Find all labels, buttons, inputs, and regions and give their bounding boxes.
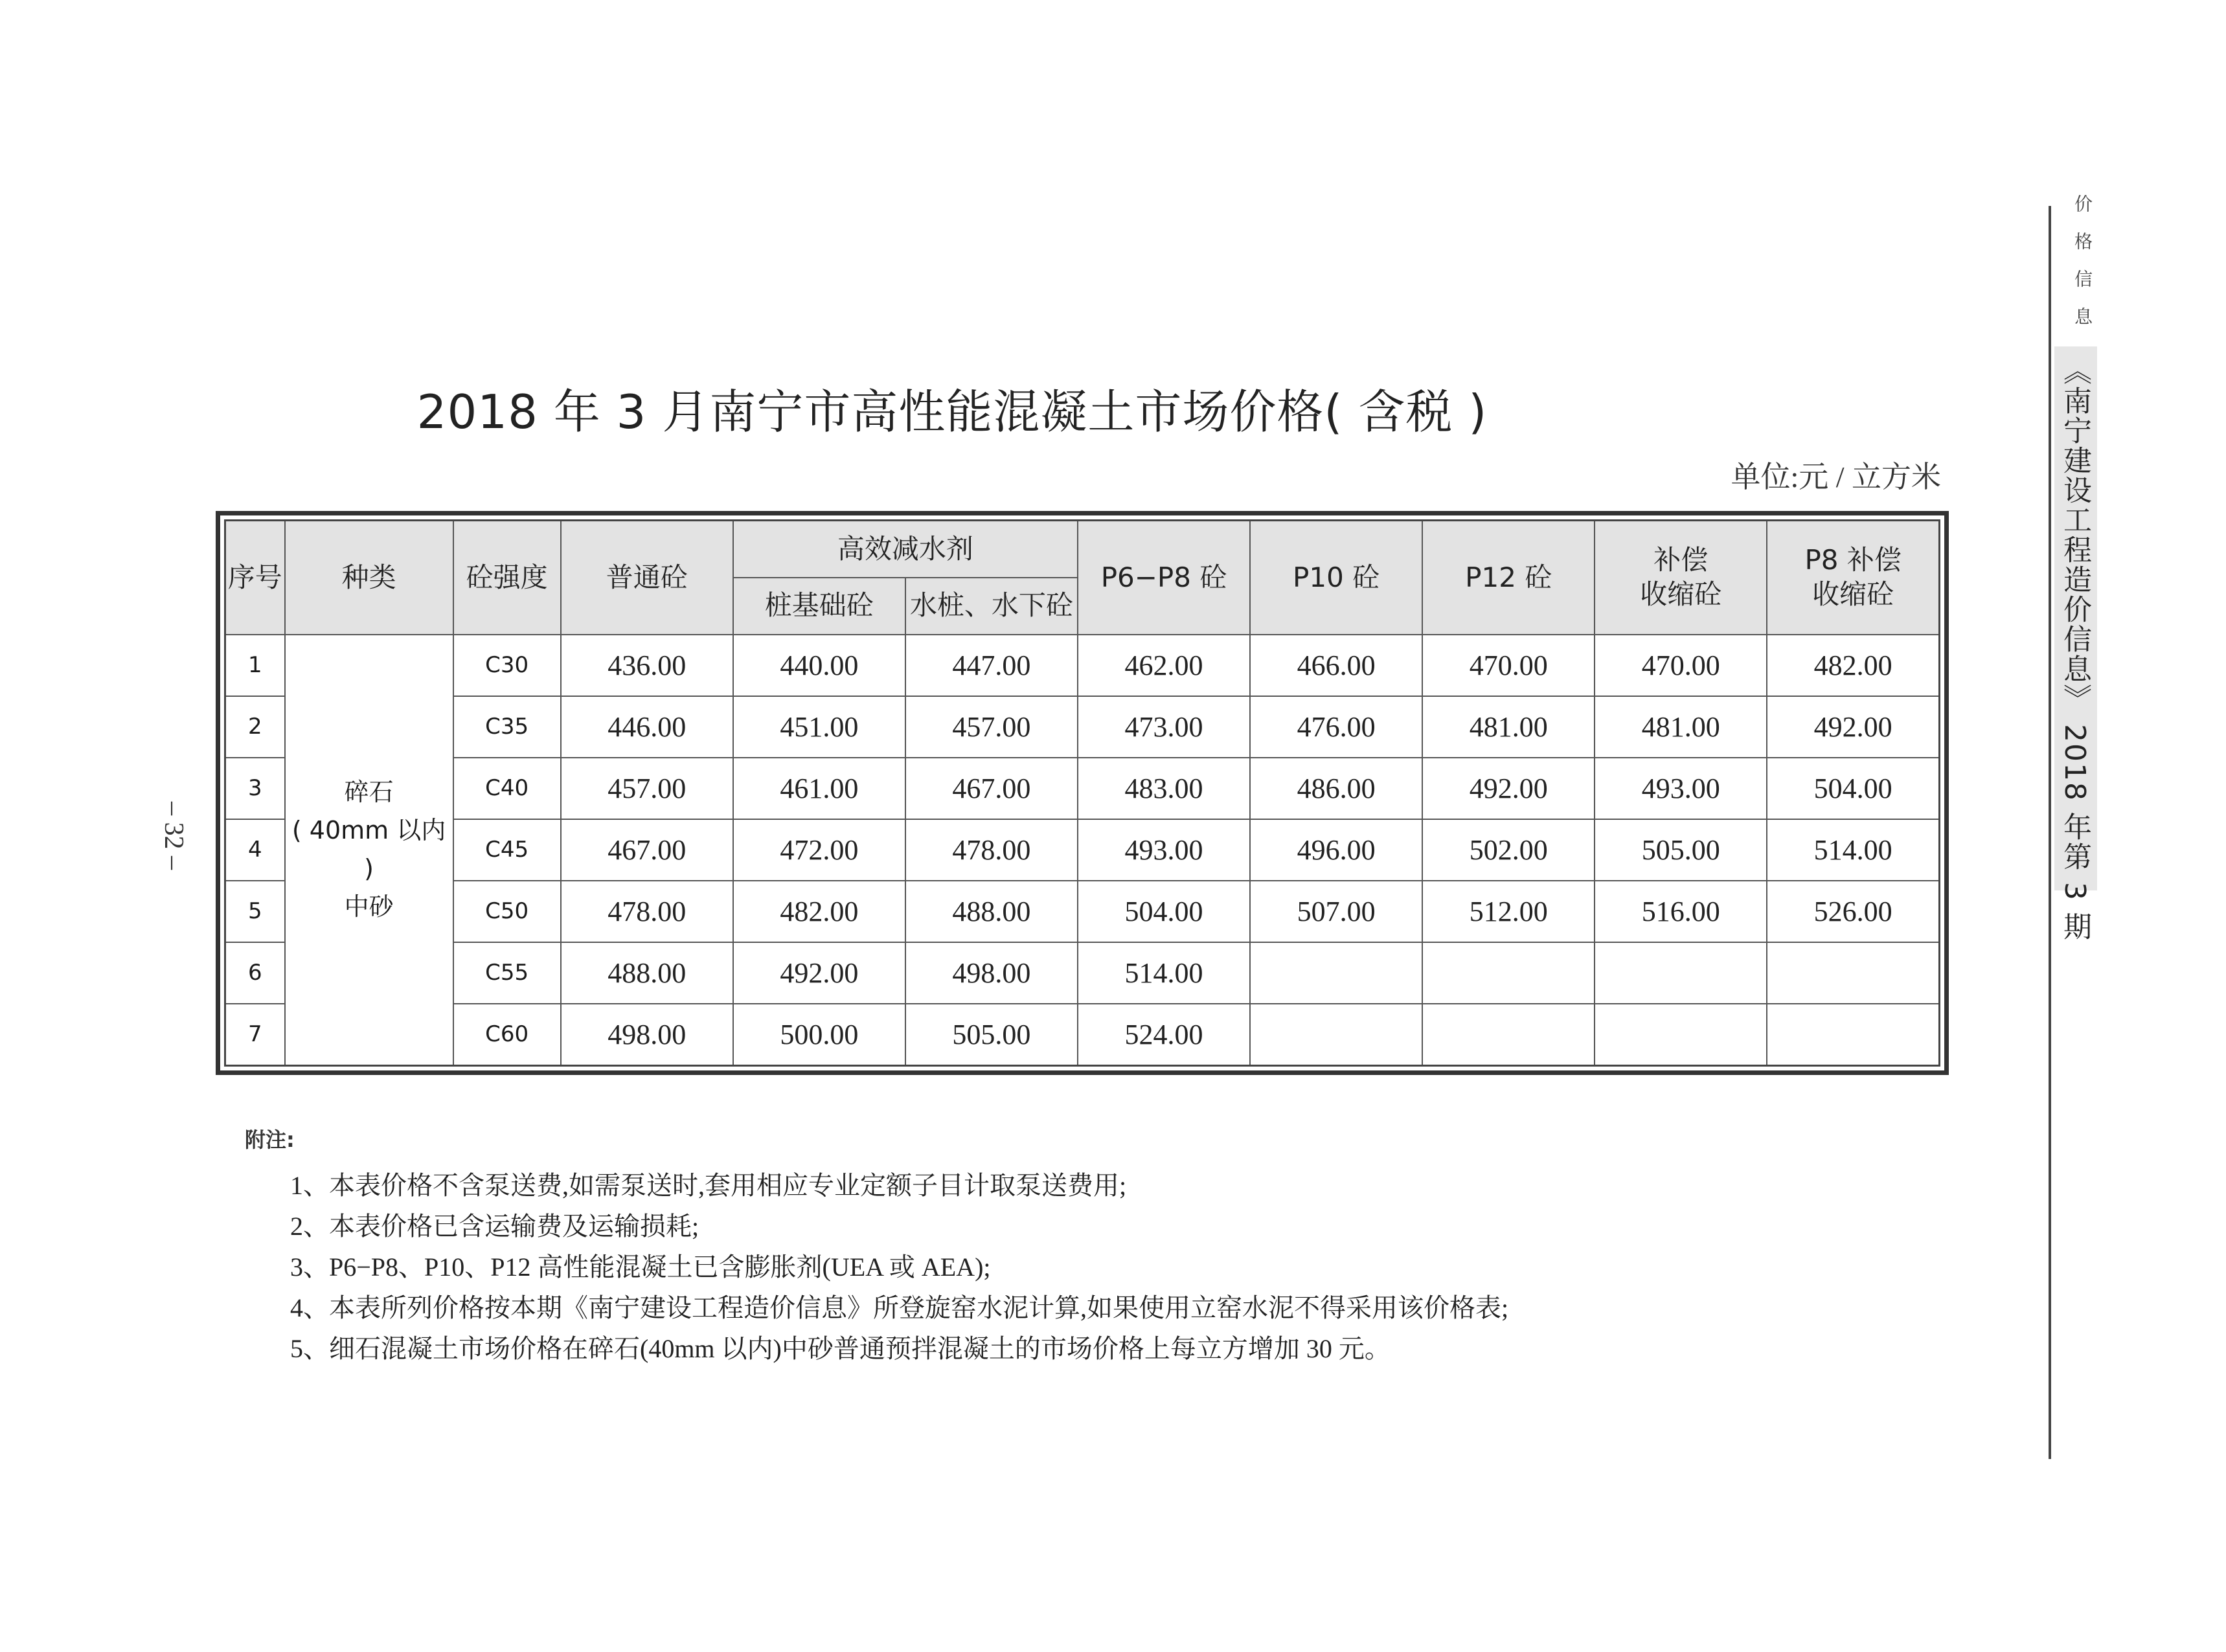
- table-row: [225, 881, 1940, 942]
- cell-p10: 507.00: [1250, 881, 1422, 942]
- cell-p10: 476.00: [1250, 696, 1422, 758]
- cell-p10: [1250, 1004, 1422, 1066]
- cell-normal: 446.00: [561, 696, 733, 758]
- cell-p12: 470.00: [1422, 635, 1595, 696]
- cell-water: 488.00: [905, 881, 1078, 942]
- cell-water: 457.00: [905, 696, 1078, 758]
- cell-p6p8: 462.00: [1078, 635, 1250, 696]
- table-row: [225, 696, 1940, 758]
- cell-p10: 466.00: [1250, 635, 1422, 696]
- cell-p8comp: 492.00: [1767, 696, 1939, 758]
- type-line-1: 碎石: [344, 778, 394, 807]
- header-p8-compensation-line1: P8 补偿: [1804, 544, 1902, 576]
- cell-p6p8: 493.00: [1078, 819, 1250, 881]
- cell-grade: C50: [453, 881, 561, 942]
- header-grade: 砼强度: [453, 521, 561, 635]
- cell-normal: 467.00: [561, 819, 733, 881]
- page-title: 2018 年 3 月南宁市高性能混凝土市场价格( 含税 ): [416, 385, 1488, 439]
- cell-grade: C40: [453, 758, 561, 819]
- cell-p6p8: 483.00: [1078, 758, 1250, 819]
- header-type: 种类: [285, 521, 453, 635]
- cell-seq: 7: [225, 1004, 285, 1066]
- cell-p12: 492.00: [1422, 758, 1595, 819]
- cell-pile: 482.00: [733, 881, 905, 942]
- header-water-pile: 水桩、水下砼: [905, 578, 1078, 635]
- side-divider: [2049, 206, 2051, 1459]
- cell-water: 447.00: [905, 635, 1078, 696]
- cell-comp: [1595, 942, 1767, 1004]
- header-p10: P10 砼: [1250, 521, 1422, 635]
- table-row: [225, 819, 1940, 881]
- header-p12: P12 砼: [1422, 521, 1595, 635]
- cell-p10: 496.00: [1250, 819, 1422, 881]
- cell-p8comp: 526.00: [1767, 881, 1939, 942]
- cell-grade: C60: [453, 1004, 561, 1066]
- cell-p10: 486.00: [1250, 758, 1422, 819]
- cell-water: 498.00: [905, 942, 1078, 1004]
- cell-p8comp: 514.00: [1767, 819, 1939, 881]
- cell-pile: 461.00: [733, 758, 905, 819]
- cell-comp: 481.00: [1595, 696, 1767, 758]
- cell-p12: 481.00: [1422, 696, 1595, 758]
- cell-comp: 516.00: [1595, 881, 1767, 942]
- note-item: 1、本表价格不含泵送费,如需泵送时,套用相应专业定额子目计取泵送费用;: [290, 1171, 1127, 1200]
- cell-p6p8: 524.00: [1078, 1004, 1250, 1066]
- type-line-2: ( 40mm 以内 ): [291, 816, 446, 883]
- cell-normal: 457.00: [561, 758, 733, 819]
- header-compensation-line1: 补偿: [1653, 544, 1709, 576]
- header-superplasticizer: 高效减水剂: [733, 521, 1078, 578]
- cell-normal: 488.00: [561, 942, 733, 1004]
- cell-p6p8: 473.00: [1078, 696, 1250, 758]
- cell-comp: 493.00: [1595, 758, 1767, 819]
- note-item: 4、本表所列价格按本期《南宁建设工程造价信息》所登旋窑水泥计算,如果使用立窑水泥不得采用该价格表;: [290, 1293, 1509, 1322]
- type-line-3: 中砂: [344, 892, 394, 922]
- cell-p6p8: 504.00: [1078, 881, 1250, 942]
- notes-heading: 附注:: [245, 1127, 295, 1152]
- cell-normal: 436.00: [561, 635, 733, 696]
- cell-p8comp: 482.00: [1767, 635, 1939, 696]
- cell-pile: 492.00: [733, 942, 905, 1004]
- cell-p12: 502.00: [1422, 819, 1595, 881]
- cell-seq: 1: [225, 635, 285, 696]
- cell-water: 505.00: [905, 1004, 1078, 1066]
- cell-seq: 5: [225, 881, 285, 942]
- cell-p8comp: 504.00: [1767, 758, 1939, 819]
- price-table: [224, 519, 1940, 1067]
- cell-p10: [1250, 942, 1422, 1004]
- cell-pile: 440.00: [733, 635, 905, 696]
- note-item: 2、本表价格已含运输费及运输损耗;: [290, 1212, 699, 1241]
- header-pile-foundation: 桩基础砼: [733, 578, 905, 635]
- header-p6-p8: P6−P8 砼: [1078, 521, 1250, 635]
- cell-pile: 472.00: [733, 819, 905, 881]
- cell-seq: 3: [225, 758, 285, 819]
- cell-p12: [1422, 942, 1595, 1004]
- cell-comp: 470.00: [1595, 635, 1767, 696]
- table-row: [225, 758, 1940, 819]
- header-seq: 序号: [225, 521, 285, 635]
- side-journal-title: 《南宁建设工程造价信息》 2018 年第 3 期: [2058, 356, 2091, 942]
- cell-p12: 512.00: [1422, 881, 1595, 942]
- table-row: [225, 1004, 1940, 1066]
- note-item: 3、P6−P8、P10、P12 高性能混凝土已含膨胀剂(UEA 或 AEA);: [290, 1252, 991, 1282]
- side-category-label: 价格信息: [2072, 194, 2093, 345]
- cell-grade: C35: [453, 696, 561, 758]
- cell-comp: [1595, 1004, 1767, 1066]
- cell-pile: 500.00: [733, 1004, 905, 1066]
- header-p8-compensation-shrinkage: [1767, 521, 1939, 635]
- cell-normal: 498.00: [561, 1004, 733, 1066]
- header-p8-compensation-line2: 收缩砼: [1812, 578, 1894, 610]
- cell-grade: C30: [453, 635, 561, 696]
- table-row: [225, 635, 1940, 696]
- notes-section: [245, 1124, 1864, 1369]
- price-table-frame: [216, 511, 1949, 1075]
- page-number: – 32 –: [159, 801, 188, 870]
- cell-normal: 478.00: [561, 881, 733, 942]
- cell-grade: C55: [453, 942, 561, 1004]
- cell-water: 467.00: [905, 758, 1078, 819]
- cell-seq: 6: [225, 942, 285, 1004]
- table-row: [225, 942, 1940, 1004]
- cell-p8comp: [1767, 1004, 1939, 1066]
- cell-comp: 505.00: [1595, 819, 1767, 881]
- cell-water: 478.00: [905, 819, 1078, 881]
- header-compensation-shrinkage: [1595, 521, 1767, 635]
- cell-p8comp: [1767, 942, 1939, 1004]
- cell-pile: 451.00: [733, 696, 905, 758]
- unit-label: 单位:元 / 立方米: [1731, 460, 1941, 493]
- cell-grade: C45: [453, 819, 561, 881]
- cell-aggregate-type: [285, 635, 453, 1066]
- cell-p6p8: 514.00: [1078, 942, 1250, 1004]
- note-item: 5、细石混凝土市场价格在碎石(40mm 以内)中砂普通预拌混凝土的市场价格上每立方增加 30 元。: [290, 1334, 1391, 1363]
- header-normal-concrete: 普通砼: [561, 521, 733, 635]
- cell-p12: [1422, 1004, 1595, 1066]
- header-compensation-line2: 收缩砼: [1640, 578, 1722, 610]
- cell-seq: 4: [225, 819, 285, 881]
- cell-seq: 2: [225, 696, 285, 758]
